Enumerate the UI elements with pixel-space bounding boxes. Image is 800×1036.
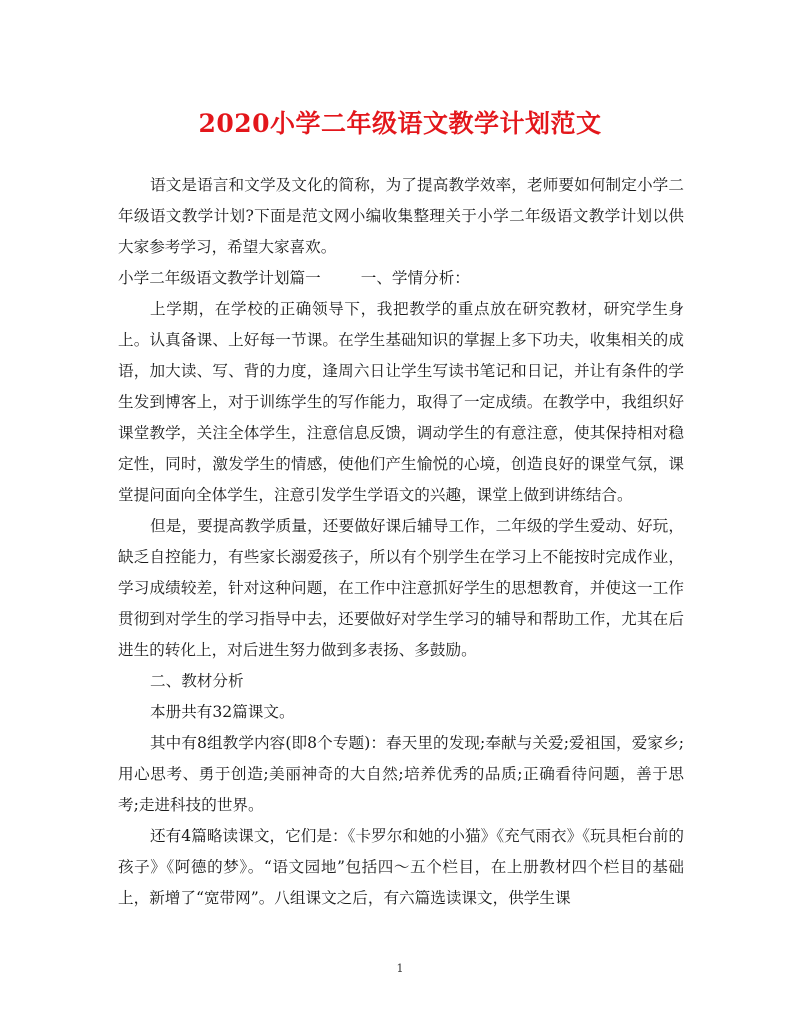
document-body (118, 170, 684, 914)
reading-lessons-paragraph: 还有4篇略读课文，它们是：《卡罗尔和她的小猫》《充气雨衣》《玩具柜台前的孩子》《阿德的梦》。“语文园地”包括四～五个栏目，在上册教材四个栏目的基础上，新增了“宽带网”。八组课文之后，有六篇选读课文，供学生课 (118, 827, 684, 907)
textbook-analysis-heading: 二、教材分析 (150, 672, 244, 690)
document-title: 2020小学二年级语文教学计划范文 (198, 109, 602, 138)
topics-paragraph: 其中有8组教学内容(即8个专题)：春天里的发现;奉献与关爱;爱祖国，爱家乡;用心思考、勇于创造;美丽神奇的大自然;培养优秀的品质;正确看待问题，善于思考;走进科技的世界。 (118, 734, 684, 814)
section-heading-subtitle: 一、学情分析： (360, 269, 470, 287)
section-heading-title: 小学二年级语文教学计划篇一 (118, 269, 321, 287)
tutoring-paragraph: 但是，要提高教学质量，还要做好课后辅导工作，二年级的学生爱动、好玩，缺乏自控能力，有些家长溺爱孩子，所以有个别学生在学习上不能按时完成作业，学习成绩较差，针对这种问题，在工作中注意抓好学生的思想教育，并使这一工作贯彻到对学生的学习指导中去，还要做好对学生学习的辅导和帮助工作，尤其在后进生的转化上，对后进生努力做到多表扬、多鼓励。 (118, 517, 684, 659)
page-number: 1 (396, 962, 404, 975)
intro-paragraph: 语文是语言和文学及文化的简称，为了提高教学效率，老师要如何制定小学二年级语文教学计划?下面是范文网小编收集整理关于小学二年级语文教学计划以供大家参考学习，希望大家喜欢。 (118, 176, 684, 256)
lesson-count-paragraph: 本册共有32篇课文。 (150, 703, 295, 721)
section-heading (118, 263, 684, 294)
learning-analysis-paragraph: 上学期，在学校的正确领导下，我把教学的重点放在研究教材，研究学生身上。认真备课、上好每一节课。在学生基础知识的掌握上多下功夫，收集相关的成语，加大读、写、背的力度，逢周六日让学生写读书笔记和日记，并让有条件的学生发到博客上，对于训练学生的写作能力，取得了一定成绩。在教学中，我组织好课堂教学，关注全体学生，注意信息反馈，调动学生的有意注意，使其保持相对稳定性，同时，激发学生的情感，使他们产生愉悦的心境，创造良好的课堂气氛，课堂提问面向全体学生，注意引发学生学语文的兴趣，课堂上做到讲练结合。 (118, 300, 684, 504)
